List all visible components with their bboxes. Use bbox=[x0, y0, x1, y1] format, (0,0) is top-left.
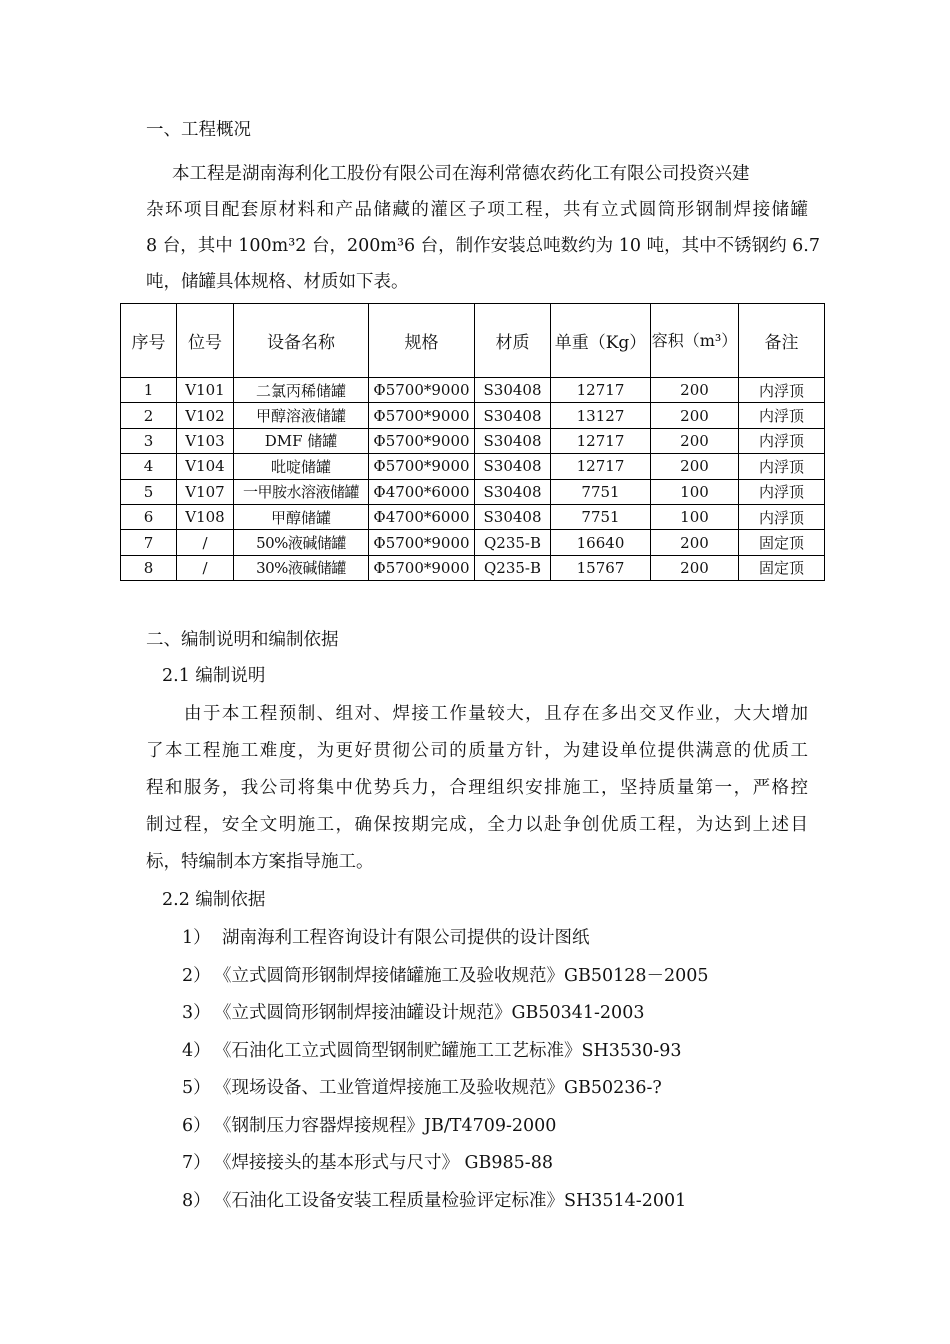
header-cell: 设备名称 bbox=[234, 304, 369, 378]
table-cell: V108 bbox=[177, 504, 234, 529]
reference-number: 4） bbox=[182, 1040, 211, 1061]
table-cell: 固定顶 bbox=[739, 555, 825, 580]
table-cell: V107 bbox=[177, 479, 234, 504]
table-row bbox=[121, 555, 825, 580]
table-cell: 200 bbox=[651, 378, 739, 403]
table-cell: 200 bbox=[651, 428, 739, 453]
reference-text: 湖南海利工程咨询设计有限公司提供的设计图纸 bbox=[222, 928, 590, 948]
table-row bbox=[121, 479, 825, 504]
table-row bbox=[121, 403, 825, 428]
table-cell: Φ5700*9000 bbox=[369, 378, 475, 403]
table-cell: 7751 bbox=[551, 479, 651, 504]
subsection-2-2-title: 2.2 编制依据 bbox=[162, 890, 266, 910]
section2-para-line: 了本工程施工难度，为更好贯彻公司的质量方针，为建设单位提供满意的优质工 bbox=[146, 741, 808, 761]
table-cell: 12717 bbox=[551, 454, 651, 479]
table-cell: Φ4700*6000 bbox=[369, 504, 475, 529]
section1-para-line: 本工程是湖南海利化工股份有限公司在海利常德农药化工有限公司投资兴建 bbox=[172, 164, 750, 184]
section2-para-line: 由于本工程预制、组对、焊接工作量较大，且存在多出交叉作业，大大增加 bbox=[184, 704, 808, 724]
table-cell: 二氯丙稀储罐 bbox=[234, 378, 369, 403]
table-cell: 100 bbox=[651, 479, 739, 504]
section1-heading: 一、工程概况 bbox=[146, 120, 251, 140]
table-cell: 内浮顶 bbox=[739, 428, 825, 453]
table-cell: 12717 bbox=[551, 378, 651, 403]
table-cell: Φ5700*9000 bbox=[369, 403, 475, 428]
table-cell: S30408 bbox=[475, 454, 551, 479]
table-cell: 13127 bbox=[551, 403, 651, 428]
reference-number: 2） bbox=[182, 965, 211, 986]
table-cell: 吡啶储罐 bbox=[234, 454, 369, 479]
header-cell: 序号 bbox=[121, 304, 177, 378]
table-header-row bbox=[121, 304, 825, 378]
table-cell: 50%液碱储罐 bbox=[234, 530, 369, 555]
table-cell: 200 bbox=[651, 454, 739, 479]
table-cell: DMF 储罐 bbox=[234, 428, 369, 453]
reference-number: 6） bbox=[182, 1115, 211, 1136]
section1-para-line: 杂环项目配套原材料和产品储藏的灌区子项工程，共有立式圆筒形钢制焊接储罐 bbox=[146, 200, 808, 220]
table-cell: Q235-B bbox=[475, 555, 551, 580]
table-cell: 7 bbox=[121, 530, 177, 555]
reference-text: 《石油化工设备安装工程质量检验评定标准》SH3514-2001 bbox=[214, 1190, 687, 1211]
table-cell: Φ5700*9000 bbox=[369, 555, 475, 580]
table-cell: Φ4700*6000 bbox=[369, 479, 475, 504]
table-cell: 内浮顶 bbox=[739, 403, 825, 428]
table-cell: / bbox=[177, 530, 234, 555]
header-cell: 材质 bbox=[475, 304, 551, 378]
table-cell: V102 bbox=[177, 403, 234, 428]
table-cell: V101 bbox=[177, 378, 234, 403]
table-cell: 甲醇储罐 bbox=[234, 504, 369, 529]
table-cell: Φ5700*9000 bbox=[369, 454, 475, 479]
table-cell: / bbox=[177, 555, 234, 580]
reference-number: 5） bbox=[182, 1078, 211, 1098]
section2-para-line: 标，特编制本方案指导施工。 bbox=[146, 852, 374, 872]
table-cell: 16640 bbox=[551, 530, 651, 555]
table-cell: 2 bbox=[121, 403, 177, 428]
table-cell: 内浮顶 bbox=[739, 378, 825, 403]
table-cell: 200 bbox=[651, 555, 739, 580]
table-cell: 5 bbox=[121, 479, 177, 504]
header-cell: 单重（Kg） bbox=[551, 304, 651, 378]
table-cell: S30408 bbox=[475, 504, 551, 529]
table-cell: 一甲胺水溶液储罐 bbox=[234, 479, 369, 504]
table-row bbox=[121, 454, 825, 479]
table-cell: 200 bbox=[651, 530, 739, 555]
table-row bbox=[121, 378, 825, 403]
tank-spec-table bbox=[120, 303, 825, 581]
table-cell: 3 bbox=[121, 428, 177, 453]
table-cell: 15767 bbox=[551, 555, 651, 580]
subsection-2-1-title: 2.1 编制说明 bbox=[162, 666, 266, 686]
table-cell: 7751 bbox=[551, 504, 651, 529]
table-cell: Q235-B bbox=[475, 530, 551, 555]
section1-para-line: 8 台，其中 100m³2 台，200m³6 台，制作安装总吨数约为 10 吨，其中不锈钢约 6.7 bbox=[146, 236, 820, 256]
table-cell: V104 bbox=[177, 454, 234, 479]
header-cell: 位号 bbox=[177, 304, 234, 378]
table-cell: Φ5700*9000 bbox=[369, 428, 475, 453]
reference-text: 《立式圆筒形钢制焊接油罐设计规范》GB50341-2003 bbox=[214, 1003, 645, 1023]
table-cell: 固定顶 bbox=[739, 530, 825, 555]
table-cell: S30408 bbox=[475, 378, 551, 403]
table-cell: S30408 bbox=[475, 403, 551, 428]
table-cell: 1 bbox=[121, 378, 177, 403]
table-row bbox=[121, 530, 825, 555]
table-cell: 甲醇溶液储罐 bbox=[234, 403, 369, 428]
table-cell: 100 bbox=[651, 504, 739, 529]
section1-para-line: 吨，储罐具体规格、材质如下表。 bbox=[146, 272, 409, 292]
reference-number: 1） bbox=[182, 928, 211, 948]
section2-para-line: 程和服务，我公司将集中优势兵力，合理组织安排施工，坚持质量第一，严格控 bbox=[146, 778, 808, 798]
reference-text: 《钢制压力容器焊接规程》JB/T4709-2000 bbox=[214, 1115, 557, 1136]
header-cell: 规格 bbox=[369, 304, 475, 378]
reference-text: 《石油化工立式圆筒型钢制贮罐施工工艺标准》SH3530-93 bbox=[214, 1040, 682, 1061]
section2-heading: 二、编制说明和编制依据 bbox=[146, 630, 339, 650]
table-cell: S30408 bbox=[475, 428, 551, 453]
reference-number: 7） bbox=[182, 1153, 211, 1173]
reference-number: 8） bbox=[182, 1190, 211, 1211]
table-cell: V103 bbox=[177, 428, 234, 453]
table-row bbox=[121, 428, 825, 453]
table-cell: S30408 bbox=[475, 479, 551, 504]
header-cell: 备注 bbox=[739, 304, 825, 378]
table-cell: 200 bbox=[651, 403, 739, 428]
table-cell: 内浮顶 bbox=[739, 504, 825, 529]
table-row bbox=[121, 504, 825, 529]
reference-number: 3） bbox=[182, 1003, 211, 1023]
reference-text: 《立式圆筒形钢制焊接储罐施工及验收规范》GB50128－2005 bbox=[214, 965, 709, 986]
table-cell: 6 bbox=[121, 504, 177, 529]
section2-para-line: 制过程，安全文明施工，确保按期完成，全力以赴争创优质工程，为达到上述目 bbox=[146, 815, 808, 835]
header-cell: 容积（m³） bbox=[651, 304, 739, 378]
table-cell: 12717 bbox=[551, 428, 651, 453]
table-cell: 8 bbox=[121, 555, 177, 580]
table-cell: 4 bbox=[121, 454, 177, 479]
table-cell: 内浮顶 bbox=[739, 479, 825, 504]
reference-text: 《现场设备、工业管道焊接施工及验收规范》GB50236-? bbox=[214, 1078, 662, 1098]
table-cell: 30%液碱储罐 bbox=[234, 555, 369, 580]
reference-text: 《焊接接头的基本形式与尺寸》 GB985-88 bbox=[214, 1153, 553, 1173]
table-cell: Φ5700*9000 bbox=[369, 530, 475, 555]
table-cell: 内浮顶 bbox=[739, 454, 825, 479]
